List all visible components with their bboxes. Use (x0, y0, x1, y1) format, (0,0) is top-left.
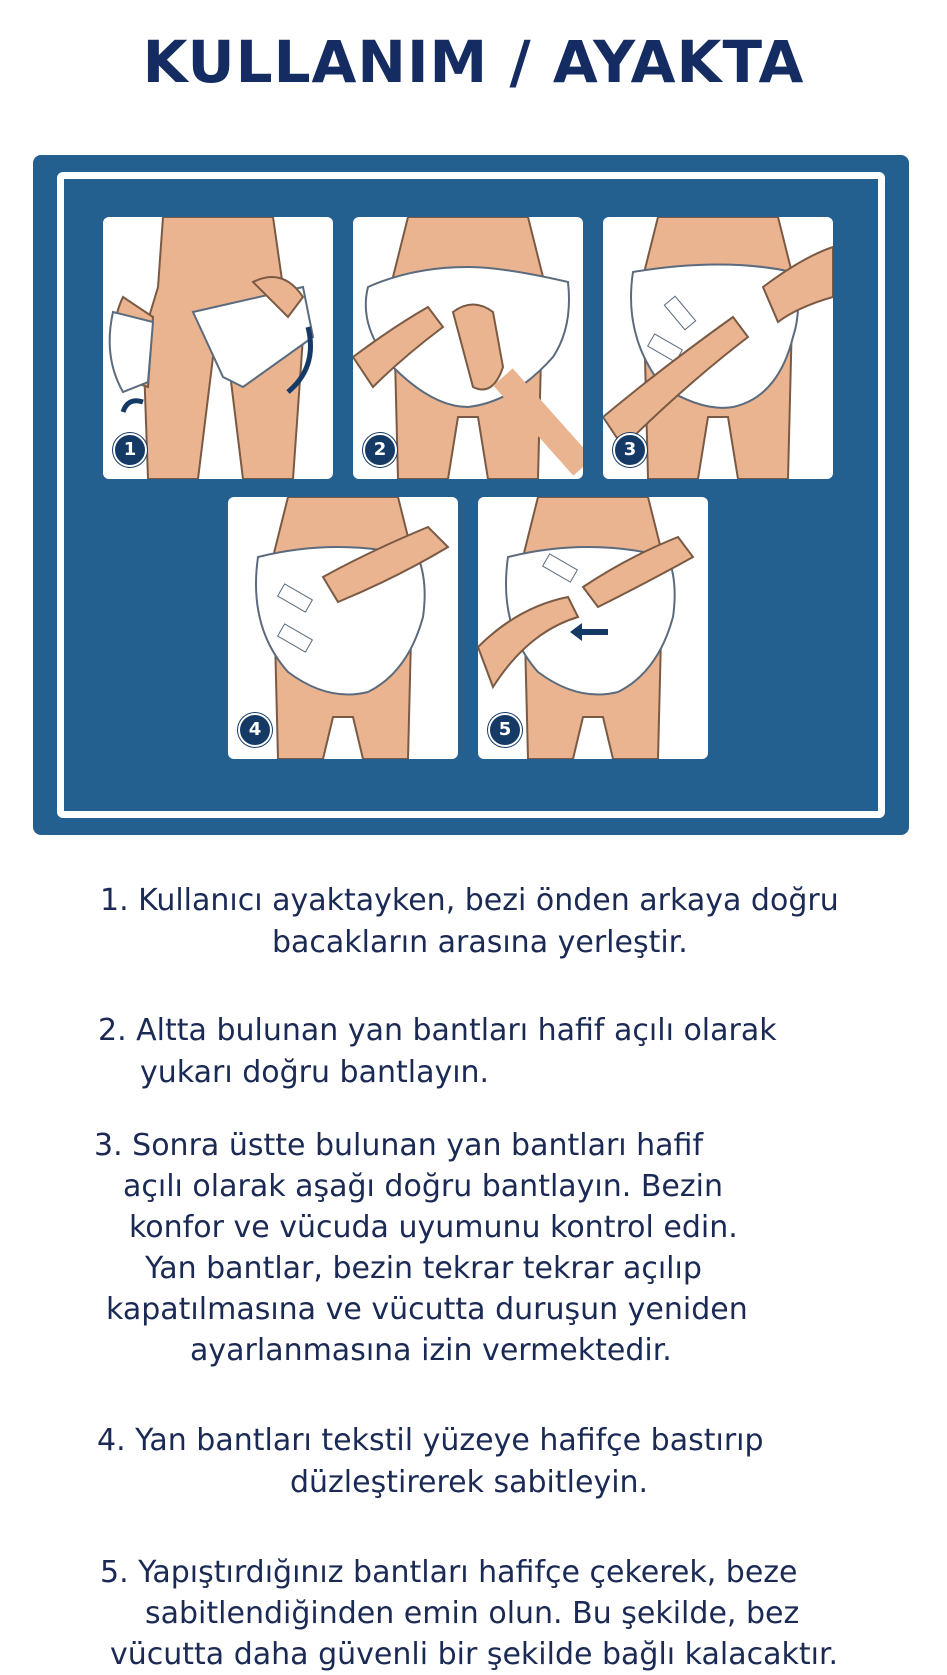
instruction-line: 1. Kullanıcı ayaktayken, bezi önden arkaya doğru (100, 883, 839, 918)
instruction-line: Yan bantlar, bezin tekrar tekrar açılıp (145, 1251, 702, 1286)
page-title: KULLANIM / AYAKTA (142, 28, 805, 96)
instruction-line: 5. Yapıştırdığınız bantları hafifçe çekerek, beze (100, 1555, 798, 1590)
instruction-line: sabitlendiğinden emin olun. Bu şekilde, bez (145, 1596, 800, 1631)
step-number-badge: 3 (613, 433, 647, 467)
step-1-illustration (103, 217, 333, 479)
instruction-line: açılı olarak aşağı doğru bantlayın. Bezin (123, 1169, 723, 1204)
step-2-illustration (353, 217, 583, 479)
instruction-line: vücutta daha güvenli bir şekilde bağlı kalacaktır. (110, 1637, 839, 1672)
instruction-line: konfor ve vücuda uyumunu kontrol edin. (129, 1210, 738, 1245)
step-number-badge: 4 (238, 713, 272, 747)
step-number-badge: 5 (488, 713, 522, 747)
step-number-badge: 2 (363, 433, 397, 467)
step-3-illustration (603, 217, 833, 479)
instruction-line: bacakların arasına yerleştir. (272, 925, 688, 960)
instruction-line: 2. Altta bulunan yan bantları hafif açılı olarak (98, 1013, 777, 1048)
step-number-badge: 1 (113, 433, 147, 467)
instruction-line: düzleştirerek sabitleyin. (290, 1465, 649, 1500)
step-5-illustration (478, 497, 708, 759)
instruction-line: yukarı doğru bantlayın. (140, 1055, 490, 1090)
instruction-line: 3. Sonra üstte bulunan yan bantları hafif (94, 1128, 704, 1163)
instruction-line: ayarlanmasına izin vermektedir. (190, 1333, 672, 1368)
illustration-frame (33, 155, 909, 835)
instruction-line: kapatılmasına ve vücutta duruşun yeniden (106, 1292, 748, 1327)
step-4-illustration (228, 497, 458, 759)
instruction-line: 4. Yan bantları tekstil yüzeye hafifçe bastırıp (97, 1423, 764, 1458)
